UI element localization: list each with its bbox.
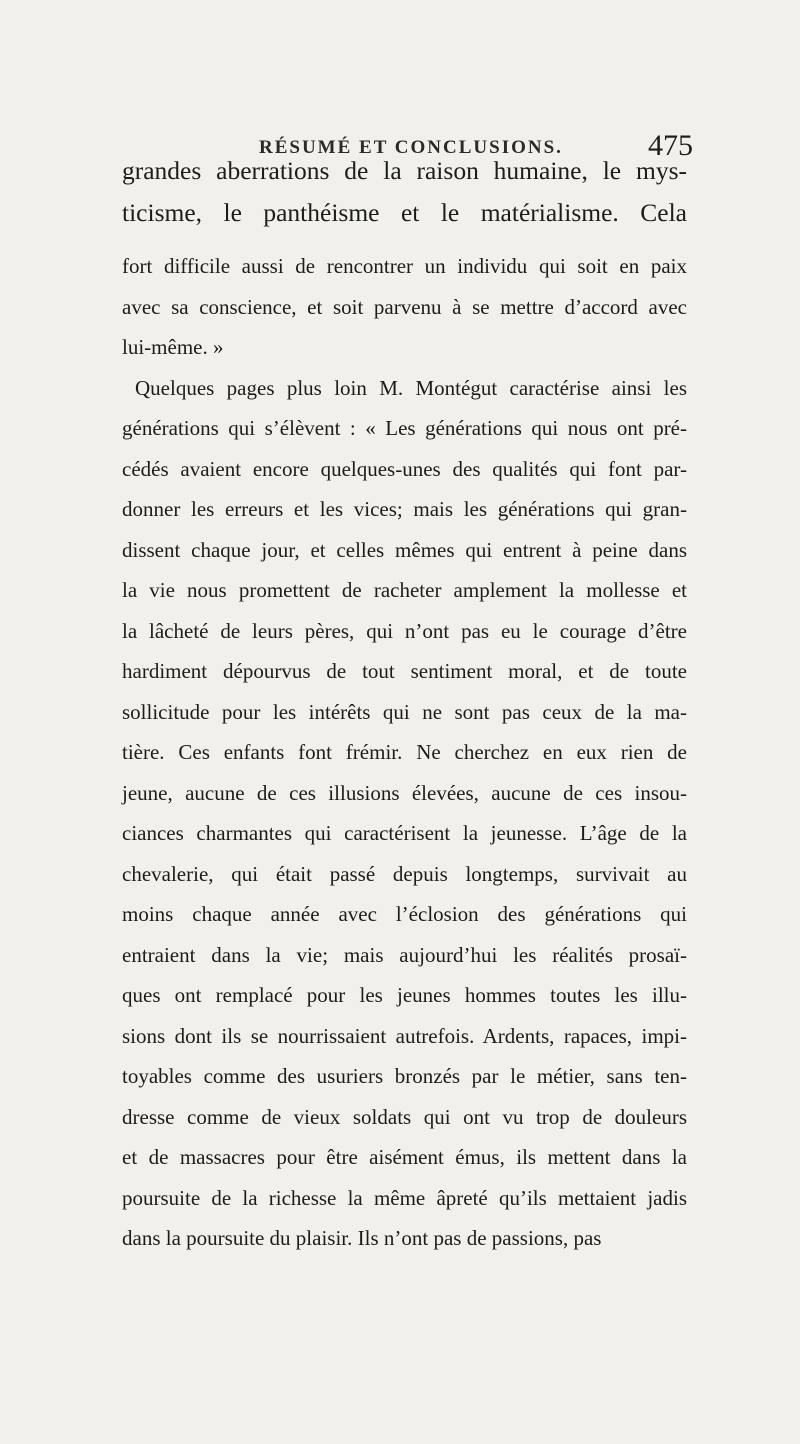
running-head-title: RÉSUMÉ ET CONCLUSIONS. [259, 137, 563, 158]
text-line: la vie nous promettent de racheter amplement la mollesse et [122, 578, 687, 602]
text-line: Quelques pages plus loin M. Montégut caractérise ainsi les [135, 376, 687, 400]
text-line: lui-même. » [122, 335, 224, 359]
text-line: jeune, aucune de ces illusions élevées, aucune de ces insou- [122, 781, 687, 805]
text-line: dans la poursuite du plaisir. Ils n’ont pas de passions, pas [122, 1226, 602, 1250]
text-line: générations qui s’élèvent : « Les générations qui nous ont pré- [122, 416, 687, 440]
text-line: donner les erreurs et les vices; mais les générations qui gran- [122, 497, 687, 521]
text-line: ticisme, le panthéisme et le matérialisme. Cela [122, 198, 687, 227]
text-line: grandes aberrations de la raison humaine, le mys- [122, 156, 687, 185]
text-line: poursuite de la richesse la même âpreté qu’ils mettaient jadis [122, 1186, 687, 1210]
text-line: sollicitude pour les intérêts qui ne sont pas ceux de la ma- [122, 700, 687, 724]
text-line: entraient dans la vie; mais aujourd’hui les réalités prosaï- [122, 943, 687, 967]
text-line: la lâcheté de leurs pères, qui n’ont pas eu le courage d’être [122, 619, 687, 643]
text-line: dissent chaque jour, et celles mêmes qui entrent à peine dans [122, 538, 687, 562]
text-line: fort difficile aussi de rencontrer un individu qui soit en paix [122, 254, 687, 278]
text-line: hardiment dépourvus de tout sentiment moral, et de toute [122, 659, 687, 683]
text-line: sions dont ils se nourrissaient autrefois. Ardents, rapaces, impi- [122, 1024, 687, 1048]
text-line: ciances charmantes qui caractérisent la jeunesse. L’âge de la [122, 821, 687, 845]
text-line: dresse comme de vieux soldats qui ont vu trop de douleurs [122, 1105, 687, 1129]
text-line: tière. Ces enfants font frémir. Ne cherchez en eux rien de [122, 740, 687, 764]
text-line: et de massacres pour être aisément émus, ils mettent dans la [122, 1145, 687, 1169]
text-line: chevalerie, qui était passé depuis longtemps, survivait au [122, 862, 687, 886]
page-number: 475 [648, 129, 693, 162]
text-line: ques ont remplacé pour les jeunes hommes toutes les illu- [122, 983, 687, 1007]
text-line: toyables comme des usuriers bronzés par le métier, sans ten- [122, 1064, 687, 1088]
text-line: avec sa conscience, et soit parvenu à se mettre d’accord avec [122, 295, 687, 319]
text-line: cédés avaient encore quelques-unes des qualités qui font par- [122, 457, 687, 481]
text-line: moins chaque année avec l’éclosion des générations qui [122, 902, 687, 926]
